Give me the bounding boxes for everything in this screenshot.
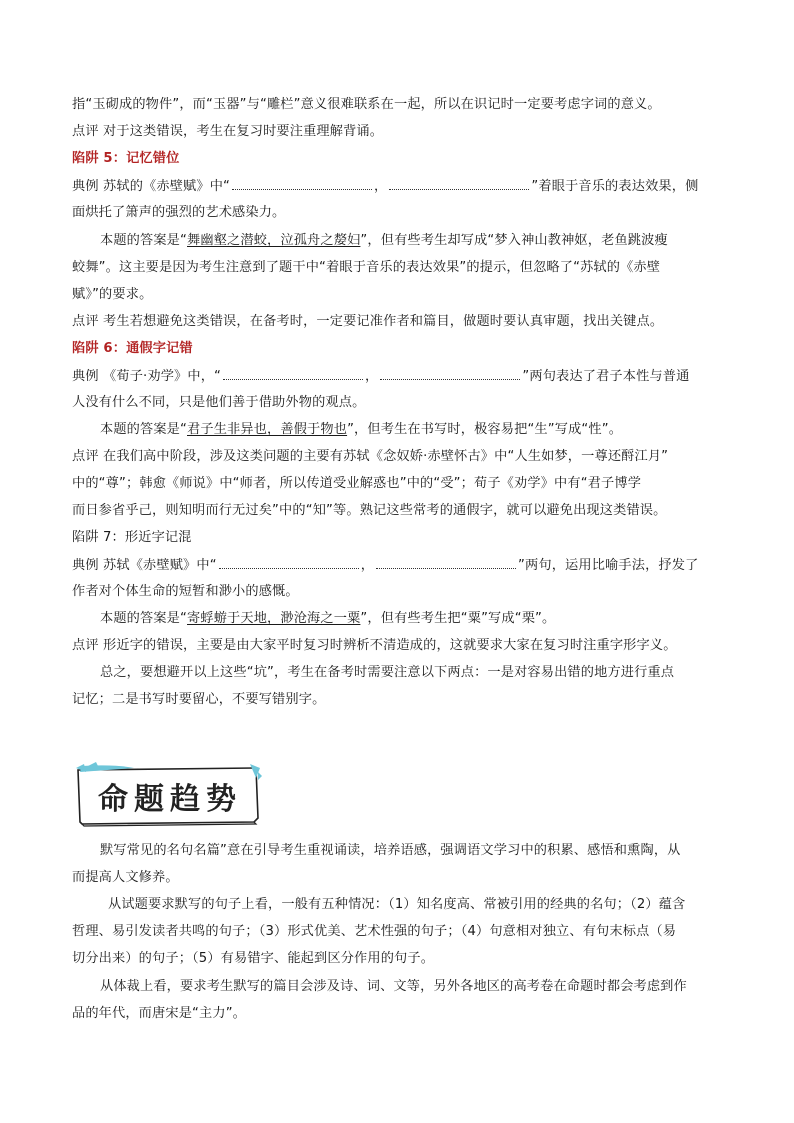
example-suffix: ”两句表达了君子本性与普通 [522,369,690,384]
answer-suffix: ”，但有些考生却写成“梦入神山教神妪，老鱼跳波瘦 [360,233,668,248]
trend-paragraph: 切分出来）的句子；（5）有易错字、能起到区分作用的句子。 [72,951,435,966]
example-suffix: ”两句，运用比喻手法，抒发了 [518,558,699,573]
paragraph-line: 人没有什么不同，只是他们善于借助外物的观点。 [72,395,366,410]
example-prefix: 典例 苏轼《赤壁赋》中“ [72,558,217,573]
paragraph-line: 赋》”的要求。 [72,287,153,302]
paragraph-line: 蛟舞”。这主要是因为考生注意到了题干中“着眼于音乐的表达效果”的提示，但忽略了“苏轼的《赤壁 [72,260,661,275]
trap-5-heading: 陷阱 5：记忆错位 [72,151,180,166]
fill-blank-2[interactable] [380,367,520,380]
example-line [72,556,722,575]
fill-blank-1[interactable] [219,556,359,569]
answer-prefix: 本题的答案是“ [100,233,188,248]
fill-blank-1[interactable] [232,177,372,190]
trend-paragraph: 默写常见的名句名篇”意在引导考生重视诵读，培养语感，强调语文学习中的积累、感悟和熏陶，从 [100,843,681,858]
paragraph-line: 作者对个体生命的短暂和渺小的感慨。 [72,584,299,599]
trend-paragraph: 从试题要求默写的句子上看，一般有五种情况：（1）知名度高、常被引用的经典的名句；（2）蕴含 [108,897,686,912]
blank-separator: ， [360,558,375,573]
blank-separator: ， [374,179,388,194]
paragraph-line: 面烘托了箫声的强烈的艺术感染力。 [72,205,286,220]
answer-suffix: ”，但考生在书写时，极容易把“生”写成“性”。 [347,422,623,437]
example-prefix: 典例 苏轼的《赤壁赋》中“ [72,179,231,194]
comment-line: 点评 在我们高中阶段，涉及这类问题的主要有苏轼《念奴娇·赤壁怀古》中“人生如梦，一尊还酹江月” [72,449,669,464]
paragraph-line: 指“玉砌成的物件”，而“玉器”与“雕栏”意义很难联系在一起，所以在识记时一定要考虑字词的意义。 [72,97,661,112]
paragraph-line: 而日参省乎己，则知明而行无过矣”中的“知”等。熟记这些常考的通假字，就可以避免出现这类错误。 [72,503,667,518]
comment-line: 点评 对于这类错误，考生在复习时要注重理解背诵。 [72,124,384,139]
comment-line: 点评 形近字的错误，主要是由大家平时复习时辨析不清造成的，这就要求大家在复习时注重字形字义。 [72,638,677,653]
answer-prefix: 本题的答案是“ [100,422,188,437]
answer-line [100,610,750,628]
example-suffix: ”着眼于音乐的表达效果，侧 [531,179,699,194]
answer-suffix: ”，但有些考生把“粟”写成“栗”。 [360,611,556,626]
section-banner [74,762,262,828]
fill-blank-1[interactable] [223,367,363,380]
trend-paragraph: 而提高人文修养。 [72,870,179,885]
paragraph-line: 记忆；二是书写时要留心，不要写错别字。 [72,692,326,707]
banner-title: 命题趋势 [98,782,242,817]
comment-line: 点评 考生若想避免这类错误，在备考时，一定要记准作者和篇目，做题时要认真审题，找出关键点。 [72,314,664,329]
trap-7-heading: 陷阱 7：形近字记混 [72,530,192,545]
fill-blank-2[interactable] [389,177,529,190]
example-line [72,177,722,196]
answer-text: 寄蜉蝣于天地，渺沧海之一粟 [187,611,361,626]
paragraph-line: 中的“尊”；韩愈《师说》中“师者，所以传道受业解惑也”中的“受”；荀子《劝学》中有“君子博学 [72,476,642,491]
answer-prefix: 本题的答案是“ [100,611,188,626]
trap-6-heading: 陷阱 6：通假字记错 [72,341,193,356]
trend-paragraph: 品的年代，而唐宋是“主力”。 [72,1006,247,1021]
answer-text: 君子生非异也，善假于物也 [187,422,348,437]
answer-line [100,232,750,250]
example-prefix: 典例 《荀子·劝学》中，“ [72,369,222,384]
example-line [72,367,722,386]
trend-paragraph: 从体裁上看，要求考生默写的篇目会涉及诗、词、文等，另外各地区的高考卷在命题时都会考虑到作 [100,979,687,994]
fill-blank-2[interactable] [376,556,516,569]
trend-paragraph: 哲理、易引发读者共鸣的句子；（3）形式优美、艺术性强的句子；（4）句意相对独立、有句末标点（易 [72,924,677,939]
blank-separator: ， [365,369,379,384]
answer-text: 舞幽壑之潜蛟，泣孤舟之嫠妇 [187,233,361,248]
answer-line [100,421,750,439]
summary-line: 总之，要想避开以上这些“坑”，考生在备考时需要注意以下两点：一是对容易出错的地方进行重点 [100,665,675,680]
